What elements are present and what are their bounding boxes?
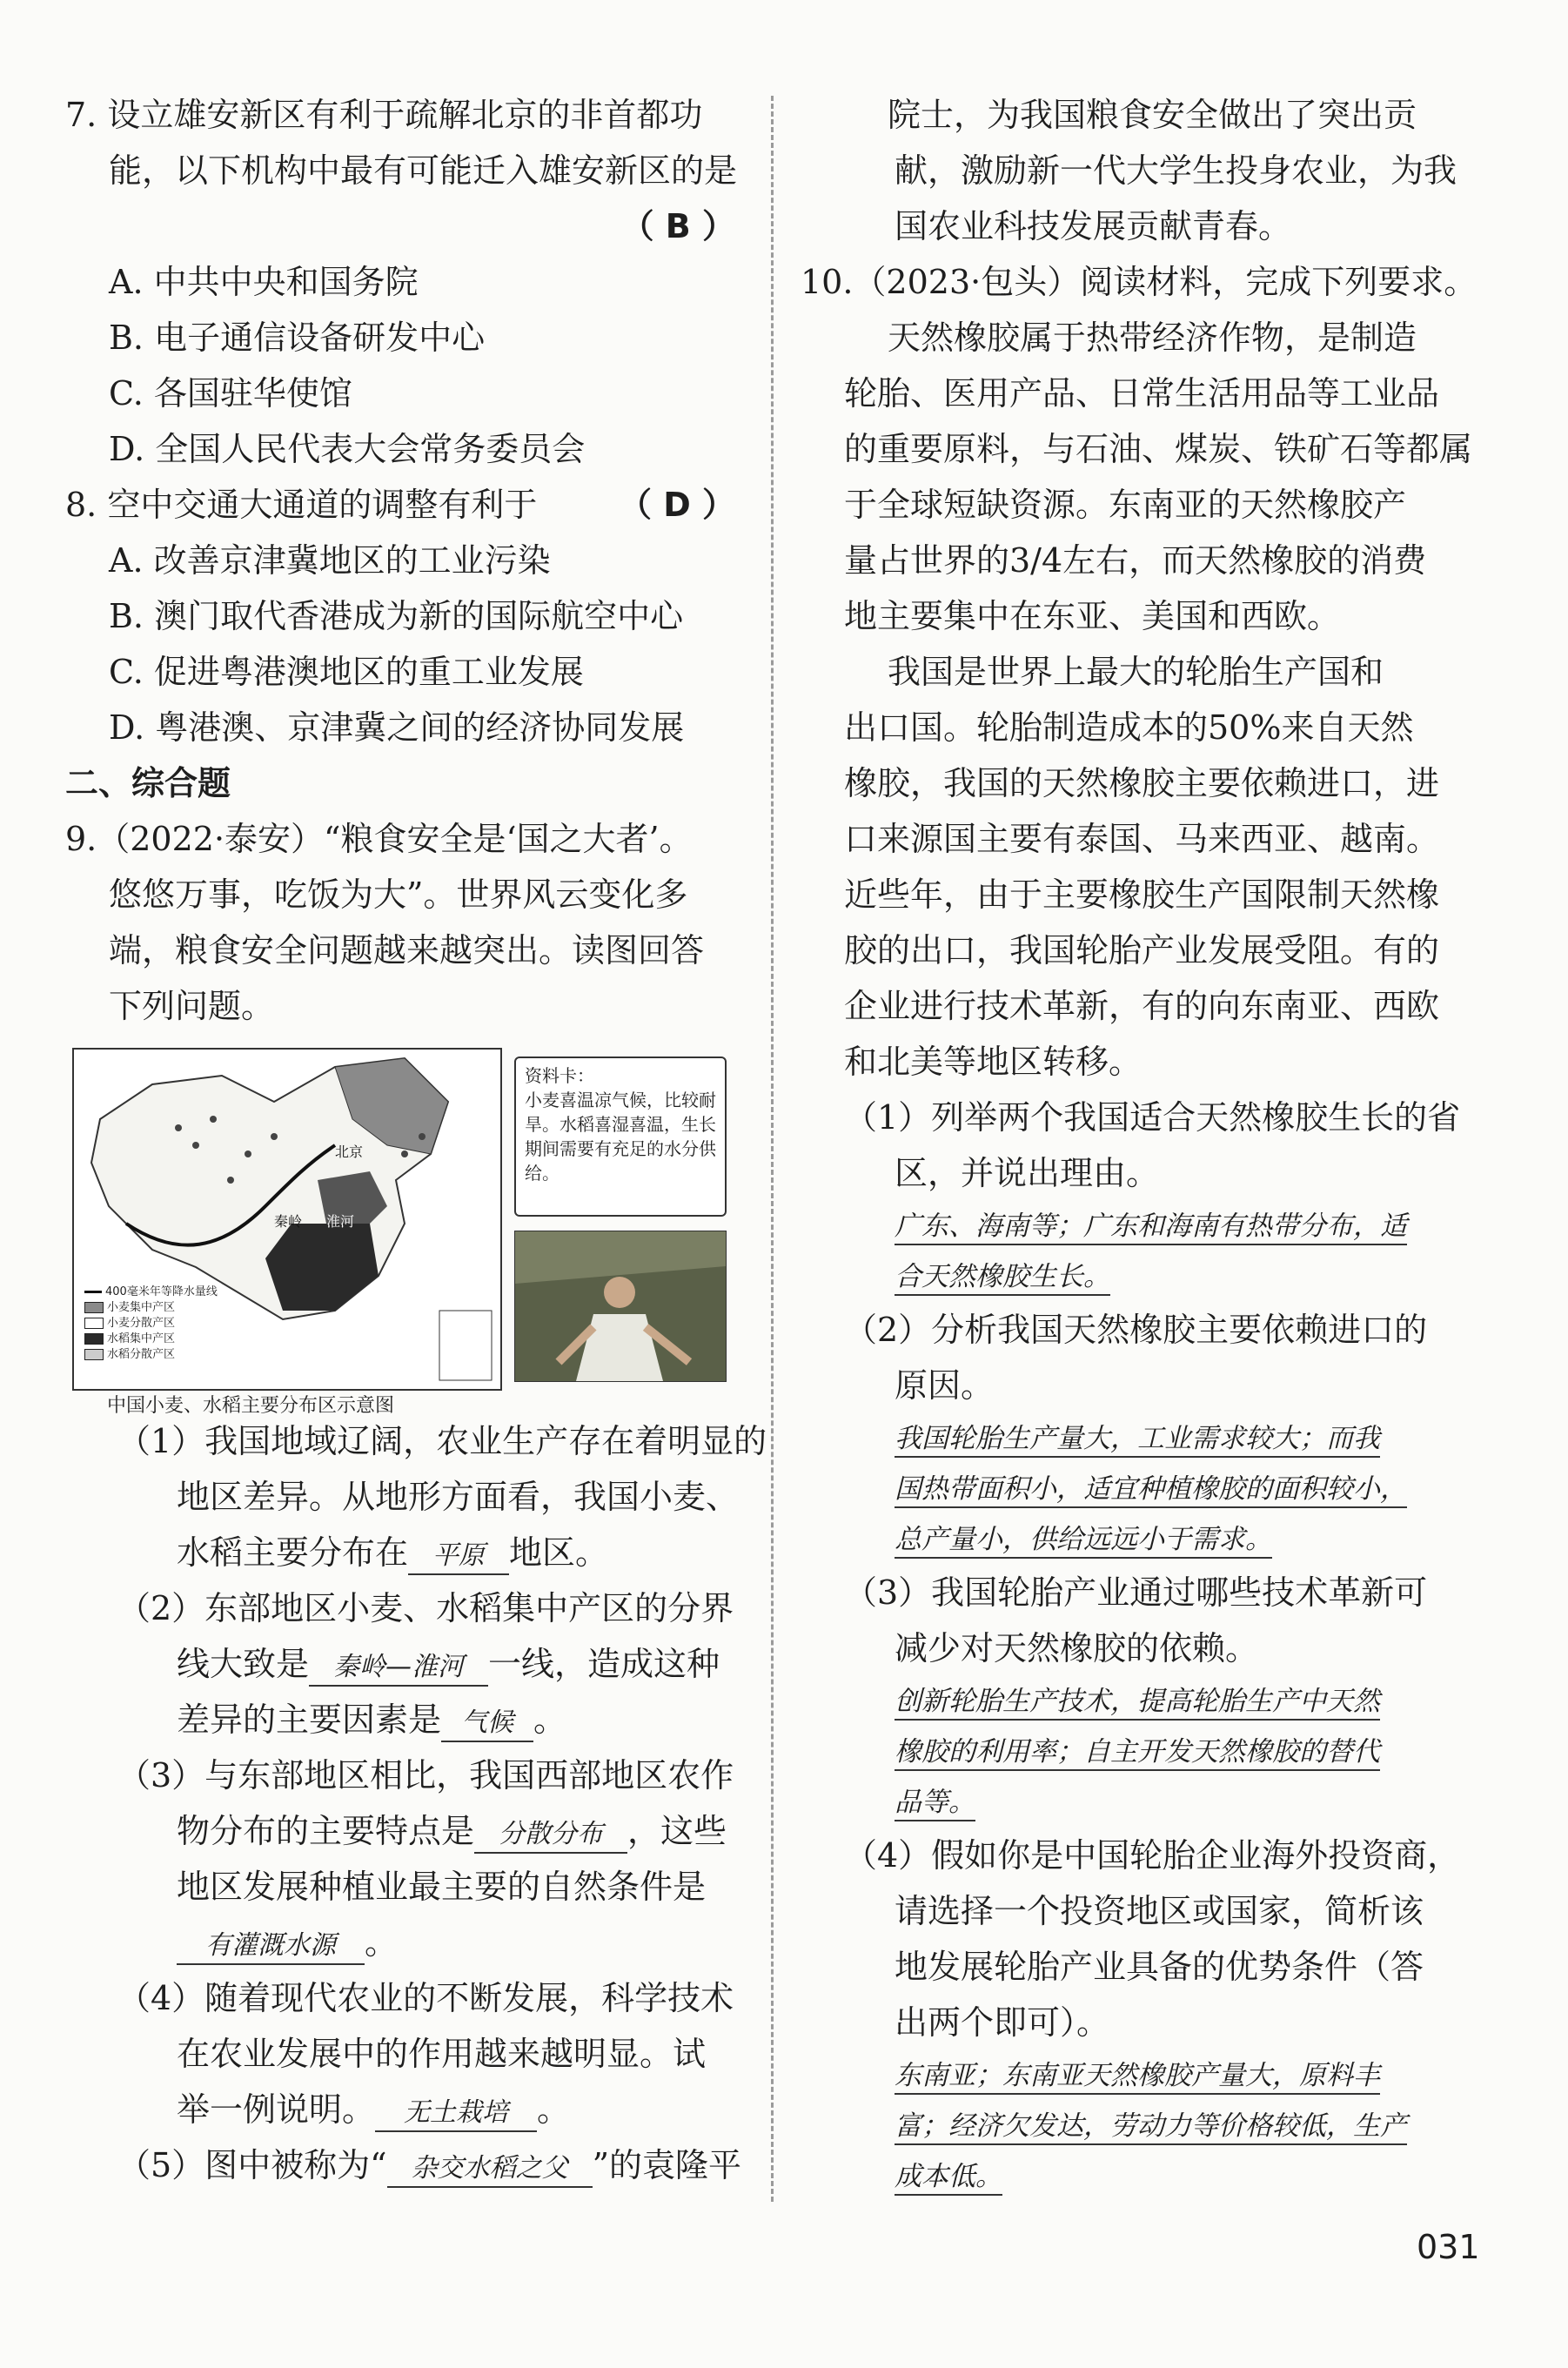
answer-blank: 有灌溉水源 xyxy=(177,1929,365,1965)
yuan-longping-photo xyxy=(514,1231,727,1382)
text-line xyxy=(801,1090,1475,1145)
text: 广东、海南等；广东和海南有热带分布，适 xyxy=(895,1211,1407,1245)
text-line xyxy=(801,811,1475,867)
answer-blank: 秦岭—淮河 xyxy=(309,1650,488,1687)
text: 合天然橡胶生长。 xyxy=(895,1261,1110,1296)
text: 东南亚；东南亚天然橡胶产量大，原料丰 xyxy=(895,2060,1380,2095)
answer-line xyxy=(801,1514,1475,1565)
text-line xyxy=(801,1565,1475,1620)
text: 近些年，由于主要橡胶生产国限制天然橡 xyxy=(844,875,1440,914)
map-caption: 中国小麦、水稻主要分布区示意图 xyxy=(107,1395,395,1417)
text: 地主要集中在东亚、美国和西欧。 xyxy=(844,597,1341,635)
q7-answer: （ B ） xyxy=(620,207,735,245)
text: 减少对天然橡胶的依赖。 xyxy=(895,1629,1259,1667)
q9-sub1: （1）我国地域辽阔，农业生产存在着明显的 xyxy=(117,1422,767,1460)
q9-sub3-cont: 地区发展种植业最主要的自然条件是 xyxy=(177,1868,707,1906)
q10-sub4-question xyxy=(801,1828,1475,2050)
q8-answer: （ D ） xyxy=(618,486,735,524)
q10-stem: 10.（2023·包头）阅读材料，完成下列要求。 xyxy=(801,263,1478,301)
answer-line xyxy=(801,2151,1475,2202)
q10-sub3-question xyxy=(801,1565,1475,1676)
q7-option-d: D. 全国人民代表大会常务委员会 xyxy=(109,430,586,468)
q9-sub2-blank-line: 线大致是 秦岭—淮河 一线，造成这种 xyxy=(65,1636,761,1692)
text: 出两个即可）。 xyxy=(895,2003,1110,2042)
q10-sub2-question xyxy=(801,1302,1475,1413)
legend-item: 水稻集中产区 xyxy=(84,1332,218,1347)
text: 富；经济欠发达，劳动力等价格较低，生产 xyxy=(895,2110,1407,2145)
q9-stem-4: 下列问题。 xyxy=(109,987,275,1025)
text: 地发展轮胎产业具备的优势条件（答 xyxy=(895,1948,1424,1986)
text: 橡胶，我国的天然橡胶主要依赖进口，进 xyxy=(844,764,1440,802)
column-divider xyxy=(771,96,774,2202)
q10-sub4-answer xyxy=(801,2050,1475,2202)
q9-sub5-cont-2: 献，激励新一代大学生投身农业，为我 xyxy=(895,151,1457,190)
text-line xyxy=(801,1883,1475,1939)
q9-stem: 9.（2022·泰安）“粮食安全是‘国之大者’。 xyxy=(65,820,693,858)
map-legend xyxy=(84,1285,218,1363)
text-line xyxy=(801,533,1475,588)
q9-stem-2: 悠悠万事，吃饭为大”。世界风云变化多 xyxy=(109,875,688,914)
q9-sub1-blank-line: 水稻主要分布在 平原 地区。 xyxy=(65,1525,761,1580)
answer-blank: 气候 xyxy=(441,1706,533,1742)
legend-item: 小麦分散产区 xyxy=(84,1316,218,1332)
answer-line xyxy=(801,1413,1475,1464)
map-label-beijing: 北京 xyxy=(335,1144,364,1160)
text-line xyxy=(801,978,1475,1034)
text: 轮胎、医用产品、日常生活用品等工业品 xyxy=(844,374,1440,413)
legend-item: 小麦集中产区 xyxy=(84,1300,218,1316)
text-line xyxy=(801,867,1475,922)
text-line xyxy=(801,310,1475,366)
text: 我国是世界上最大的轮胎生产国和 xyxy=(888,653,1384,691)
text-line xyxy=(801,366,1475,421)
answer-blank: 平原 xyxy=(408,1539,509,1575)
q10-sub1-answer xyxy=(801,1201,1475,1302)
q7-stem-cont: 能，以下机构中最有可能迁入雄安新区的是 xyxy=(109,151,738,190)
text: 请选择一个投资地区或国家，简析该 xyxy=(895,1892,1424,1930)
text-line xyxy=(801,421,1475,477)
left-column xyxy=(65,87,767,2193)
map-label-qinling: 秦岭 xyxy=(274,1213,303,1230)
text: 于全球短缺资源。东南亚的天然橡胶产 xyxy=(844,486,1407,524)
text: 原因。 xyxy=(895,1366,995,1405)
q9-sub4: （4）随着现代农业的不断发展，科学技术 xyxy=(117,1979,734,2017)
answer-line xyxy=(801,2101,1475,2151)
text-line xyxy=(801,1620,1475,1676)
info-card-title: 资料卡： xyxy=(525,1065,594,1086)
text-line xyxy=(801,1145,1475,1201)
photo-drawing xyxy=(515,1231,726,1381)
q9-sub3: （3）与东部地区相比，我国西部地区农作 xyxy=(117,1756,734,1794)
legend-item: 水稻分散产区 xyxy=(84,1347,218,1363)
text-line xyxy=(801,1358,1475,1413)
q9-sub3-blank-line-2: 有灌溉水源 。 xyxy=(65,1915,761,1970)
text: 胶的出口，我国轮胎产业发展受阻。有的 xyxy=(844,931,1440,969)
q10-material-paragraph-2 xyxy=(801,644,1475,1090)
text: 成本低。 xyxy=(895,2161,1002,2196)
q8-stem: 8. 空中交通大通道的调整有利于 （ D ） xyxy=(65,477,761,533)
q7-option-a: A. 中共中央和国务院 xyxy=(109,263,419,301)
q9-sub2-blank-line-2: 差异的主要因素是 气候 。 xyxy=(65,1692,761,1747)
answer-line xyxy=(801,1251,1475,1302)
q9-sub5-cont: 院士，为我国粮食安全做出了突出贡 xyxy=(888,96,1417,134)
answer-line xyxy=(801,2050,1475,2101)
text: 天然橡胶属于热带经济作物，是制造 xyxy=(888,319,1417,357)
map-label-huaihe: 淮河 xyxy=(326,1213,355,1230)
text: 出口国。轮胎制造成本的50%来自天然 xyxy=(844,708,1414,747)
q9-sub1-cont: 地区差异。从地形方面看，我国小麦、 xyxy=(177,1478,740,1516)
text: 企业进行技术革新，有的向东南亚、西欧 xyxy=(844,987,1440,1025)
text-line xyxy=(801,755,1475,811)
text-line xyxy=(801,922,1475,978)
text-line xyxy=(801,644,1475,700)
text-line xyxy=(801,1302,1475,1358)
q10-sub1-question xyxy=(801,1090,1475,1201)
q7-stem: 7. 设立雄安新区有利于疏解北京的非首都功 xyxy=(65,96,703,134)
text: （1）列举两个我国适合天然橡胶生长的省 xyxy=(844,1098,1461,1137)
q7-option-b: B. 电子通信设备研发中心 xyxy=(109,319,486,357)
q8-option-c: C. 促进粤港澳地区的重工业发展 xyxy=(109,653,584,691)
text-line xyxy=(801,1034,1475,1090)
answer-line xyxy=(801,1727,1475,1777)
text: （3）我国轮胎产业通过哪些技术革新可 xyxy=(844,1573,1428,1612)
china-crop-map xyxy=(72,1048,502,1391)
text: 和北美等地区转移。 xyxy=(844,1043,1142,1081)
text-line xyxy=(801,1828,1475,1883)
q7-option-c: C. 各国驻华使馆 xyxy=(109,374,352,413)
q9-sub3-blank-line: 物分布的主要特点是 分散分布 ，这些 xyxy=(65,1803,761,1859)
q10-sub3-answer xyxy=(801,1676,1475,1828)
answer-blank: 无土栽培 xyxy=(375,2096,537,2132)
text: 创新轮胎生产技术，提高轮胎生产中天然 xyxy=(895,1686,1380,1721)
q8-option-b: B. 澳门取代香港成为新的国际航空中心 xyxy=(109,597,684,635)
info-card-body: 小麦喜温凉气候，比较耐旱。水稻喜湿喜温，生长期间需要有充足的水分供给。 xyxy=(525,1090,716,1184)
text: 总产量小，供给远远小于需求。 xyxy=(895,1524,1272,1559)
q10-sub2-answer xyxy=(801,1413,1475,1565)
q10-material-paragraph-1 xyxy=(801,310,1475,644)
q9-figure xyxy=(72,1048,761,1417)
answer-line xyxy=(801,1676,1475,1727)
legend-item: 400毫米年等降水量线 xyxy=(84,1285,218,1300)
q9-sub4-blank-line: 举一例说明。 无土栽培 。 xyxy=(65,2082,761,2137)
q8-option-a: A. 改善京津冀地区的工业污染 xyxy=(109,541,551,580)
text-line xyxy=(801,1995,1475,2050)
q8-option-d: D. 粤港澳、京津冀之间的经济协同发展 xyxy=(109,708,685,747)
text: （4）假如你是中国轮胎企业海外投资商， xyxy=(844,1836,1461,1875)
text-line xyxy=(801,1939,1475,1995)
text-line xyxy=(801,700,1475,755)
text: 橡胶的利用率；自主开发天然橡胶的替代 xyxy=(895,1736,1380,1771)
text: 我国轮胎生产量大，工业需求较大；而我 xyxy=(895,1423,1380,1458)
answer-line xyxy=(801,1777,1475,1828)
answer-line xyxy=(801,1464,1475,1514)
q9-stem-3: 端，粮食安全问题越来越突出。读图回答 xyxy=(109,931,705,969)
section-heading: 二、综合题 xyxy=(65,764,231,802)
info-card xyxy=(514,1057,727,1217)
text: （2）分析我国天然橡胶主要依赖进口的 xyxy=(844,1311,1428,1349)
text-line xyxy=(801,477,1475,533)
right-column xyxy=(801,87,1478,2202)
text: 品等。 xyxy=(895,1787,975,1821)
text: 的重要原料，与石油、煤炭、铁矿石等都属 xyxy=(844,430,1473,468)
q9-sub5: （5）图中被称为“ 杂交水稻之父 ”的袁隆平 xyxy=(65,2137,761,2193)
q9-sub5-cont-3: 国农业科技发展贡献青春。 xyxy=(895,207,1292,245)
page-number: 031 xyxy=(1417,2228,1480,2266)
text: 量占世界的3/4左右，而天然橡胶的消费 xyxy=(844,541,1427,580)
q9-sub4-cont: 在农业发展中的作用越来越明显。试 xyxy=(177,2035,707,2073)
answer-blank: 分散分布 xyxy=(474,1817,627,1854)
text: 国热带面积小，适宜种植橡胶的面积较小， xyxy=(895,1473,1407,1508)
text: 口来源国主要有泰国、马来西亚、越南。 xyxy=(844,820,1440,858)
text-line xyxy=(801,588,1475,644)
answer-blank: 杂交水稻之父 xyxy=(387,2151,593,2188)
answer-line xyxy=(801,1201,1475,1251)
text: 区，并说出理由。 xyxy=(895,1154,1160,1192)
q9-sub2: （2）东部地区小麦、水稻集中产区的分界 xyxy=(117,1589,734,1627)
